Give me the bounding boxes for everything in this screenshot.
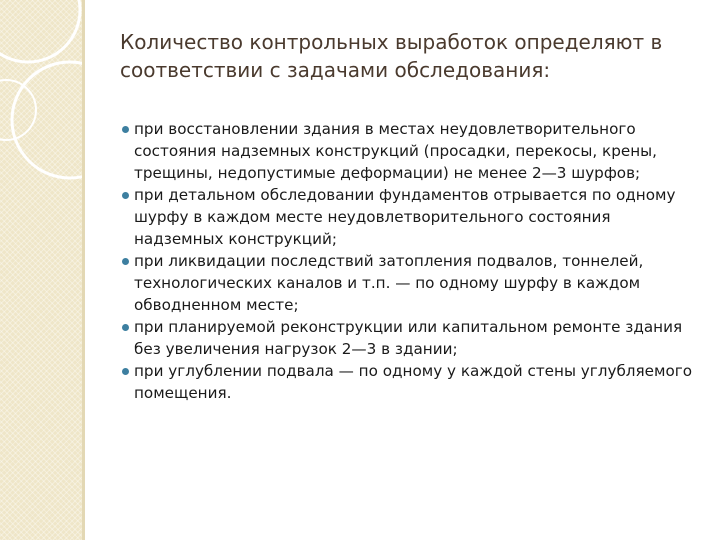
bullet-text: при детальном обследовании фундаментов отрывается по одному шурфу в каждом месте неудовлетворительного состояния надземных конструкций; bbox=[134, 186, 676, 248]
decorative-circle-small bbox=[0, 80, 36, 140]
side-panel-edge bbox=[82, 0, 85, 540]
decorative-circle-middle bbox=[12, 62, 82, 178]
bullet-text: при ликвидации последствий затопления подвалов, тоннелей, технологических каналов и т.п. — по одному шурфу в каждом обводненном месте; bbox=[134, 252, 644, 314]
bullet-marker-icon bbox=[122, 126, 129, 133]
decorative-circles bbox=[0, 0, 82, 540]
bullet-marker-icon bbox=[122, 258, 129, 265]
bullet-item bbox=[120, 184, 695, 250]
bullet-text: при восстановлении здания в местах неудовлетворительного состояния надземных конструкций (просадки, перекосы, крены, трещины, недопустимые деформации) не менее 2—3 шурфов; bbox=[134, 120, 657, 182]
bullet-marker-icon bbox=[122, 324, 129, 331]
bullet-marker-icon bbox=[122, 368, 129, 375]
decorative-side-panel bbox=[0, 0, 82, 540]
bullet-item bbox=[120, 250, 695, 316]
bullet-list bbox=[120, 118, 695, 404]
bullet-item bbox=[120, 316, 695, 360]
bullet-text: при углублении подвала — по одному у каждой стены углубляемого помещения. bbox=[134, 362, 693, 402]
slide-title: Количество контрольных выработок определяют в соответствии с задачами обследования: bbox=[120, 30, 663, 82]
bullet-item bbox=[120, 118, 695, 184]
decorative-circle-top bbox=[0, 0, 80, 62]
bullet-marker-icon bbox=[122, 192, 129, 199]
bullet-item bbox=[120, 360, 695, 404]
bullet-text: при планируемой реконструкции или капитальном ремонте здания без увеличения нагрузок 2—3 в здании; bbox=[134, 318, 683, 358]
